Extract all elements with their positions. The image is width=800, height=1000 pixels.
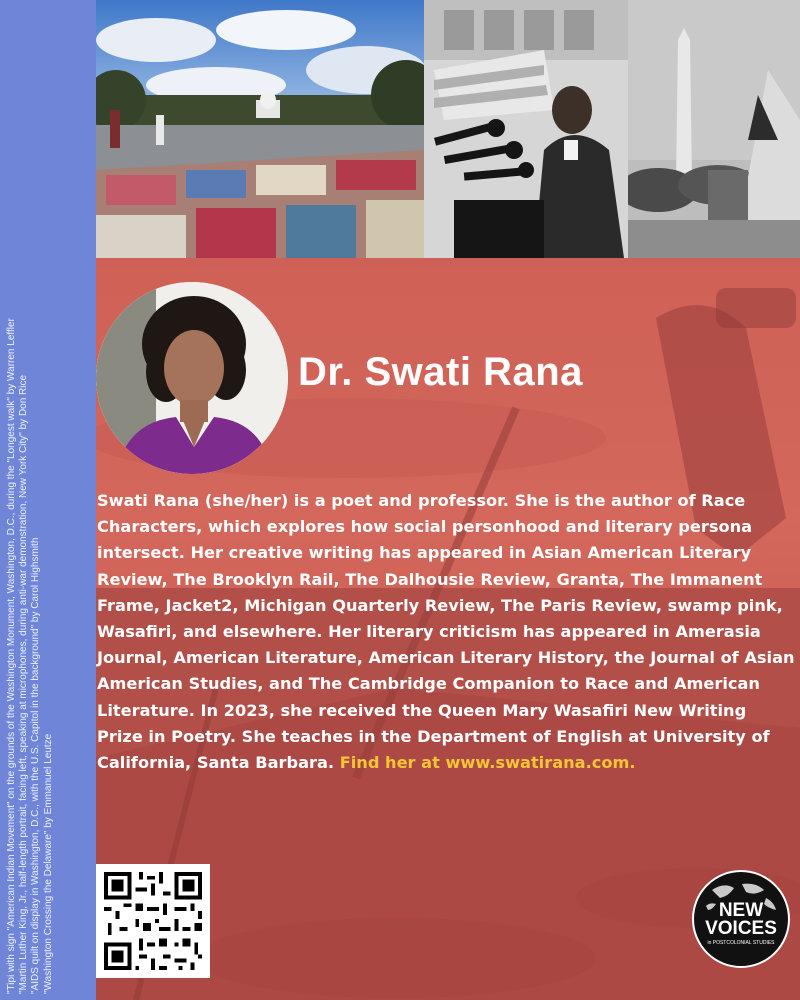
credit-mlk: "Martin Luther King, Jr., half-length portrait, facing left, speaking at microphones, during anti-war demonstration, New York City" by Don Rice	[18, 374, 30, 994]
photo-aids-quilt	[96, 0, 424, 258]
qr-code[interactable]	[96, 864, 210, 978]
author-name: Dr. Swati Rana	[298, 350, 583, 394]
credit-delaware: "Washington Crossing the Delaware" by Emmanuel Leutze	[42, 733, 54, 994]
logo-line-subtitle: in POSTCOLONIAL STUDIES	[707, 940, 775, 946]
logo-line-new: NEW	[718, 900, 764, 921]
image-credits-strip	[0, 0, 96, 1000]
credit-aids-quilt: "AIDS quilt on display in Washington, D.C., with the U.S. Capitol in the background" by Carol Highsmith	[30, 537, 42, 994]
credit-tipi: "Tipi with sign "American Indian Movement" on the grounds of the Washington Monument, Washington, D.C., during the "Longest walk" by Warren Leffler	[6, 318, 17, 994]
photo-mlk-speaking	[424, 0, 628, 258]
author-bio	[97, 488, 797, 776]
author-portrait	[96, 282, 288, 474]
image-credits	[6, 4, 55, 994]
website-link[interactable]: Find her at www.swatirana.com.	[339, 753, 636, 773]
logo-line-voices: VOICES	[705, 918, 777, 939]
photo-tipi-monument	[628, 0, 800, 258]
new-voices-logo	[692, 870, 790, 968]
bio-text: Swati Rana (she/her) is a poet and professor. She is the author of Race Characters, which explores how social personhood and literary persona intersect. Her creative writing has appeared in Asian American Literary Review, The Brooklyn Rail, The Dalhousie Review, Granta, The Immanent Frame, Jacket2, Michigan Quarterly Review, The Paris Review, swamp pink, Wasafiri, and elsewhere. Her literary criticism has appeared in Amerasia Journal, American Literature, American Literary History, the Journal of Asian American Studies, and The Cambridge Companion to Race and American Literature. In 2023, she received the Queen Mary Wasafiri New Writing Prize in Poetry. She teaches in the Department of English at University of California, Santa Barbara.	[97, 491, 795, 773]
